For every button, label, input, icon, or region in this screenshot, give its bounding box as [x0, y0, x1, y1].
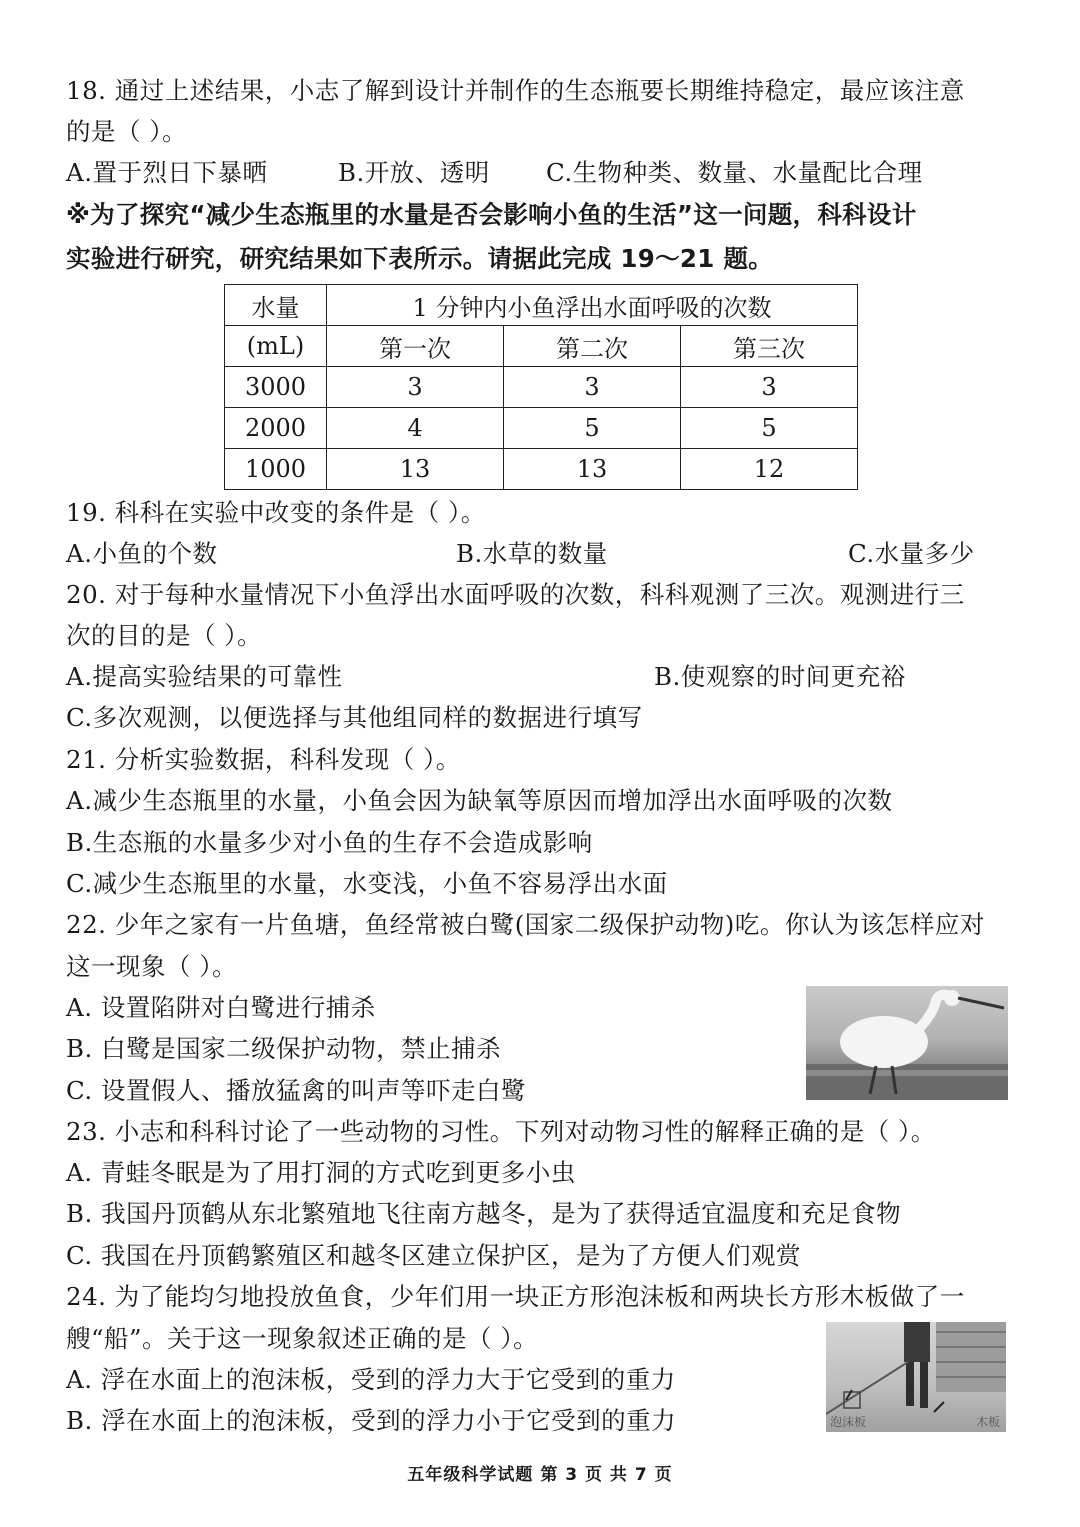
group-header: 1 分钟内小鱼浮出水面呼吸的次数 [327, 285, 858, 326]
egret-icon [806, 986, 1008, 1100]
value-cell: 5 [504, 408, 681, 449]
q18-option-b[interactable]: B.开放、透明 [338, 158, 490, 187]
results-table [224, 284, 858, 490]
q22-option-a[interactable]: A. 设置陷阱对白鹭进行捕杀 [66, 993, 376, 1022]
q21-option-b[interactable]: B.生态瓶的水量多少对小鱼的生存不会造成影响 [66, 828, 593, 857]
q23-option-c[interactable]: C. 我国在丹顶鹤繁殖区和越冬区建立保护区，是为了方便人们观赏 [66, 1241, 801, 1270]
q22-option-b[interactable]: B. 白鹭是国家二级保护动物，禁止捕杀 [66, 1034, 502, 1063]
foam-board-label: 泡沫板 [830, 1415, 867, 1429]
q20-option-a[interactable]: A.提高实验结果的可靠性 [66, 662, 343, 691]
egret-image [806, 986, 1008, 1100]
q23-stem: 23. 小志和科科讨论了一些动物的习性。下列对动物习性的解释正确的是（ ）。 [66, 1117, 936, 1146]
volume-header: 水量 [225, 285, 327, 326]
q18-stem-line1: 18. 通过上述结果，小志了解到设计并制作的生态瓶要长期维持稳定，最应该注意 [66, 76, 965, 105]
q20-option-b[interactable]: B.使观察的时间更充裕 [654, 662, 906, 691]
q21-option-a[interactable]: A.减少生态瓶里的水量，小鱼会因为缺氧等原因而增加浮出水面呼吸的次数 [66, 786, 893, 815]
trial-header-1: 第一次 [327, 326, 504, 367]
q18-option-a[interactable]: A.置于烈日下暴晒 [66, 158, 268, 187]
value-cell: 13 [327, 449, 504, 490]
volume-cell: 3000 [225, 367, 327, 408]
q19-options [66, 537, 1016, 571]
q24-option-b[interactable]: B. 浮在水面上的泡沫板，受到的浮力小于它受到的重力 [66, 1406, 677, 1435]
q22-stem-line1: 22. 少年之家有一片鱼塘，鱼经常被白鹭(国家二级保护动物)吃。你认为该怎样应对 [66, 910, 985, 939]
q21-option-c[interactable]: C.减少生态瓶里的水量，水变浅，小鱼不容易浮出水面 [66, 869, 668, 898]
intro-line1: ※为了探究“减少生态瓶里的水量是否会影响小鱼的生活”这一问题，科科设计 [66, 200, 917, 229]
q19-stem: 19. 科科在实验中改变的条件是（ ）。 [66, 498, 486, 527]
q23-option-b[interactable]: B. 我国丹顶鹤从东北繁殖地飞往南方越冬，是为了获得适宜温度和充足食物 [66, 1199, 902, 1228]
trial-header-2: 第二次 [504, 326, 681, 367]
volume-unit-header: (mL) [225, 326, 327, 367]
table-row [225, 408, 858, 449]
q18-option-c[interactable]: C.生物种类、数量、水量配比合理 [546, 158, 923, 187]
table-row [225, 449, 858, 490]
value-cell: 5 [681, 408, 858, 449]
value-cell: 12 [681, 449, 858, 490]
table-subheader-row [225, 326, 858, 367]
volume-cell: 1000 [225, 449, 327, 490]
q24-stem-line1: 24. 为了能均匀地投放鱼食，少年们用一块正方形泡沫板和两块长方形木板做了一 [66, 1282, 965, 1311]
q22-option-c[interactable]: C. 设置假人、播放猛禽的叫声等吓走白鹭 [66, 1076, 526, 1105]
q20-option-c[interactable]: C.多次观测，以便选择与其他组同样的数据进行填写 [66, 703, 643, 732]
value-cell: 13 [504, 449, 681, 490]
q19-option-a[interactable]: A.小鱼的个数 [66, 539, 218, 568]
q24-stem-line2: 艘“船”。关于这一现象叙述正确的是（ ）。 [66, 1324, 539, 1353]
q19-option-b[interactable]: B.水草的数量 [456, 539, 608, 568]
q20-stem-line2: 次的目的是（ ）。 [66, 621, 263, 650]
value-cell: 3 [327, 367, 504, 408]
q20-options-row [66, 660, 1016, 694]
boat-image [826, 1322, 1006, 1432]
q23-option-a[interactable]: A. 青蛙冬眠是为了用打洞的方式吃到更多小虫 [66, 1158, 576, 1187]
q19-option-c[interactable]: C.水量多少 [848, 539, 975, 568]
volume-cell: 2000 [225, 408, 327, 449]
q20-stem-line1: 20. 对于每种水量情况下小鱼浮出水面呼吸的次数，科科观测了三次。观测进行三 [66, 580, 965, 609]
value-cell: 3 [504, 367, 681, 408]
q21-stem: 21. 分析实验数据，科科发现（ ）。 [66, 745, 461, 774]
value-cell: 4 [327, 408, 504, 449]
wood-board-label: 木板 [975, 1415, 1000, 1429]
page-footer: 五年级科学试题 第 3 页 共 7 页 [407, 1465, 673, 1485]
intro-line2: 实验进行研究，研究结果如下表所示。请据此完成 19～21 题。 [66, 244, 774, 273]
value-cell: 3 [681, 367, 858, 408]
q24-option-a[interactable]: A. 浮在水面上的泡沫板，受到的浮力大于它受到的重力 [66, 1365, 676, 1394]
table-header-row [225, 285, 858, 326]
trial-header-3: 第三次 [681, 326, 858, 367]
table-row [225, 367, 858, 408]
q18-stem-line2: 的是（ ）。 [66, 117, 188, 146]
q18-options [66, 156, 1016, 190]
q22-stem-line2: 这一现象（ ）。 [66, 952, 238, 981]
